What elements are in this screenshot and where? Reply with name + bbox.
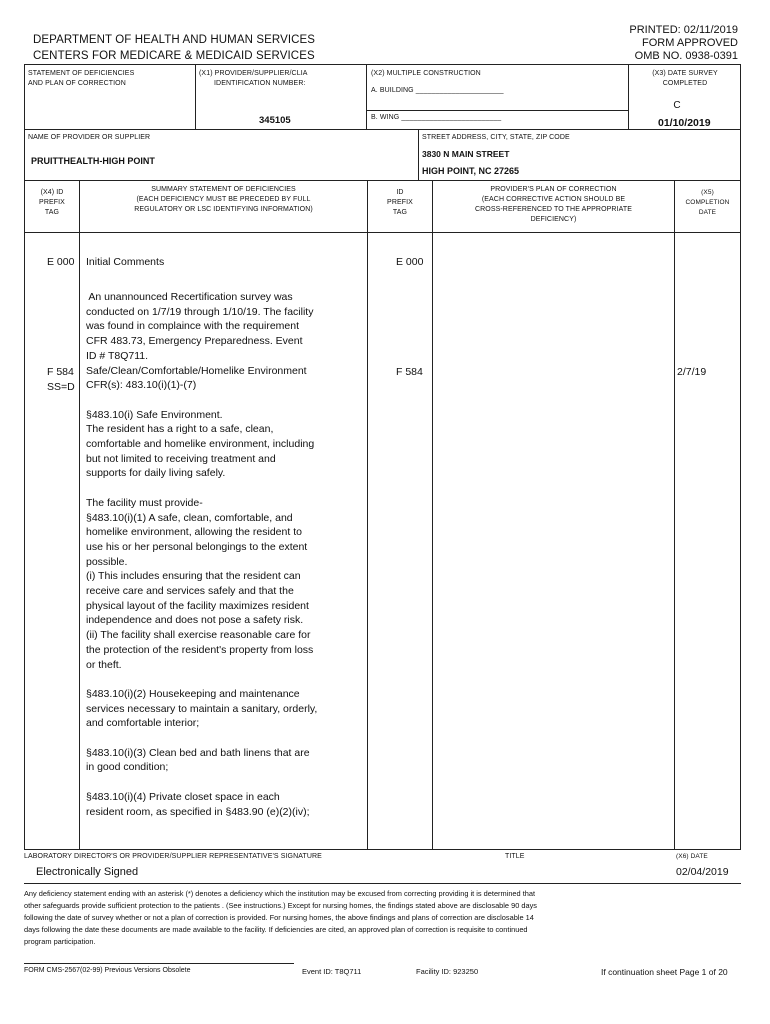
divider-x3 <box>628 64 629 129</box>
column-header-rule <box>24 232 741 233</box>
col1-line1: (X4) ID <box>40 189 64 196</box>
tag-e000-plan: E 000 <box>396 256 424 268</box>
summary-line: in good condition; <box>86 761 169 774</box>
building-field: A. BUILDING ______________________ <box>371 87 504 94</box>
agency-name: CENTERS FOR MEDICARE & MEDICAID SERVICES <box>33 50 315 62</box>
summary-line: but not limited to receiving treatment and <box>86 452 276 465</box>
x1-label <box>199 69 364 89</box>
address-street: 3830 N MAIN STREET <box>422 149 510 159</box>
summary-line: (i) This includes ensuring that the resident can <box>86 570 301 583</box>
tag-ss-d: SS=D <box>47 381 75 393</box>
summary-line: possible. <box>86 555 128 568</box>
signature-rule <box>24 883 741 884</box>
printed-date: PRINTED: 02/11/2019 <box>629 24 738 36</box>
footer-rule-left <box>24 963 294 964</box>
disclaimer-line: Any deficiency statement ending with an asterisk (*) denotes a deficiency which the institution may be excused from correcting providing it is determined that <box>24 889 536 898</box>
top-rule <box>24 64 741 65</box>
x1-label-line2: IDENTIFICATION NUMBER: <box>214 80 306 87</box>
col4-line4: DEFICIENCY) <box>530 216 577 223</box>
col3-line1: ID <box>396 189 404 196</box>
summary-line: §483.10(i)(1) A safe, clean, comfortable, and <box>86 511 293 524</box>
signature-date-label: (X6) DATE <box>676 853 708 860</box>
e000-title: Initial Comments <box>86 256 165 268</box>
col5-line3: DATE <box>698 209 717 216</box>
summary-line: §483.10(i)(3) Clean bed and bath linens that are <box>86 746 310 759</box>
summary-line: the protection of the resident's property from loss <box>86 643 314 656</box>
wing-rule <box>366 110 628 111</box>
address-label: STREET ADDRESS, CITY, STATE, ZIP CODE <box>422 134 570 141</box>
col-header-id-prefix <box>25 188 79 218</box>
x3-label <box>632 69 738 89</box>
summary-line: CFR 483.73, Emergency Preparedness. Event <box>86 335 303 348</box>
summary-line <box>86 481 366 496</box>
department-name: DEPARTMENT OF HEALTH AND HUMAN SERVICES <box>33 34 316 46</box>
summary-line: §483.10(i) Safe Environment. <box>86 408 223 421</box>
divider-address <box>418 129 419 180</box>
form-approved-label: FORM APPROVED <box>642 37 738 49</box>
disclaimer-line: days following the date these documents are made available to the facility. If deficiencies are cited, an approved plan of correction is requisite to continued <box>24 925 528 934</box>
disclaimer-line: other safeguards provide sufficient protection to the patients . (See instructions.) Except for nursing homes, the findings stated above are disclosable 90 days <box>24 901 537 910</box>
summary-line: conducted on 1/7/19 through 1/10/19. The facility <box>86 305 314 318</box>
form-approval-info <box>629 24 738 63</box>
col1-line3: TAG <box>44 209 60 216</box>
col-divider-4 <box>674 180 675 849</box>
form-number: FORM CMS-2567(02-99) Previous Versions Obsolete <box>24 967 191 974</box>
summary-line <box>86 731 366 746</box>
divider-x2 <box>366 64 367 129</box>
department-header <box>33 32 315 64</box>
signature-date: 02/04/2019 <box>676 866 729 878</box>
x1-label-line1: (X1) PROVIDER/SUPPLIER/CLIA <box>199 70 308 77</box>
id-rule <box>24 129 741 130</box>
wing-field: B. WING _________________________ <box>371 114 502 121</box>
left-border <box>24 64 25 849</box>
col-header-plan <box>433 185 674 225</box>
summary-line: independence and does not pose a safety risk. <box>86 614 304 627</box>
provider-name-label: NAME OF PROVIDER OR SUPPLIER <box>28 134 151 141</box>
right-border <box>740 64 741 849</box>
x3-label-line2: COMPLETED <box>662 80 708 87</box>
summary-line: ID # T8Q711. <box>86 349 149 362</box>
tag-e000: E 000 <box>47 256 75 268</box>
summary-line: The resident has a right to a safe, clean, <box>86 423 274 436</box>
col4-line2: (EACH CORRECTIVE ACTION SHOULD BE <box>481 196 626 203</box>
page-indicator: If continuation sheet Page 1 of 20 <box>601 967 728 977</box>
summary-line: comfortable and homelike environment, including <box>86 438 315 451</box>
col-header-summary <box>80 185 367 215</box>
summary-line: receive care and services safely and that the <box>86 585 294 598</box>
summary-line: resident room, as specified in §483.90 (e)(2)(iv); <box>86 805 310 818</box>
x2-label: (X2) MULTIPLE CONSTRUCTION <box>371 70 481 77</box>
statement-label-line1: STATEMENT OF DEFICIENCIES <box>28 70 135 77</box>
summary-line: use his or her personal belongings to the extent <box>86 540 308 553</box>
col2-line3: REGULATORY OR LSC IDENTIFYING INFORMATION) <box>134 206 313 213</box>
divider-x1 <box>195 64 196 129</box>
facility-id: Facility ID: 923250 <box>416 967 479 976</box>
x3-label-line1: (X3) DATE SURVEY <box>652 70 718 77</box>
col5-line2: COMPLETION <box>685 199 730 206</box>
summary-line: services necessary to maintain a sanitary, orderly, <box>86 702 318 715</box>
event-id: Event ID: T8Q711 <box>302 967 362 976</box>
deficiency-summary <box>86 290 366 819</box>
col2-line2: (EACH DEFICIENCY MUST BE PRECEDED BY FULL <box>136 196 311 203</box>
title-label: TITLE <box>505 853 525 860</box>
disclaimer <box>24 888 740 948</box>
signature-value: Electronically Signed <box>36 866 139 878</box>
statement-label <box>28 69 134 89</box>
col4-line1: PROVIDER'S PLAN OF CORRECTION <box>490 186 617 193</box>
summary-line: physical layout of the facility maximizes resident <box>86 599 309 612</box>
summary-line: (ii) The facility shall exercise reasonable care for <box>86 629 311 642</box>
provider-id-number: 345105 <box>259 115 291 126</box>
summary-line: §483.10(i)(2) Housekeeping and maintenance <box>86 687 300 700</box>
survey-completed-date: 01/10/2019 <box>658 117 711 129</box>
col4-line3: CROSS-REFERENCED TO THE APPROPRIATE <box>474 206 632 213</box>
tag-f584-plan: F 584 <box>396 366 423 378</box>
col-divider-2 <box>367 180 368 849</box>
col-divider-1 <box>79 180 80 849</box>
col-header-provider-prefix <box>368 188 432 218</box>
statement-label-line2: AND PLAN OF CORRECTION <box>28 80 126 87</box>
summary-line: An unannounced Recertification survey was <box>86 291 293 303</box>
disclaimer-line: program participation. <box>24 937 96 946</box>
disclaimer-line: following the date of survey whether or not a plan of correction is provided. For nursing homes, the above findings and plans of correction are disclosable 14 <box>24 913 534 922</box>
col2-line1: SUMMARY STATEMENT OF DEFICIENCIES <box>151 186 296 193</box>
summary-line <box>86 672 366 687</box>
summary-line: and comfortable interior; <box>86 717 200 730</box>
summary-line <box>86 775 366 790</box>
summary-line: CFR(s): 483.10(i)(1)-(7) <box>86 379 197 392</box>
col3-line3: TAG <box>392 209 408 216</box>
omb-number: OMB NO. 0938-0391 <box>634 50 738 62</box>
summary-line: supports for daily living safely. <box>86 467 226 480</box>
summary-line: or theft. <box>86 658 122 671</box>
f584-completion-date: 2/7/19 <box>677 366 707 378</box>
col-header-completion <box>675 188 740 218</box>
col5-line1: (X5) <box>701 189 714 196</box>
summary-line: Safe/Clean/Comfortable/Homelike Environment <box>86 364 307 377</box>
summary-line <box>86 393 366 408</box>
provider-name: PRUITTHEALTH-HIGH POINT <box>31 156 155 166</box>
col-divider-3 <box>432 180 433 849</box>
provider-rule <box>24 180 741 181</box>
tag-f584: F 584 <box>47 366 74 378</box>
summary-line: homelike environment, allowing the resident to <box>86 526 302 539</box>
bottom-body-rule <box>24 849 741 850</box>
address-city: HIGH POINT, NC 27265 <box>422 166 520 176</box>
summary-line: was found in complaince with the requirement <box>86 320 300 333</box>
col1-line2: PREFIX <box>39 199 65 206</box>
summary-line: §483.10(i)(4) Private closet space in each <box>86 790 280 803</box>
col3-line2: PREFIX <box>387 199 413 206</box>
signature-label: LABORATORY DIRECTOR'S OR PROVIDER/SUPPLIER REPRESENTATIVE'S SIGNATURE <box>24 853 322 860</box>
summary-line: The facility must provide- <box>86 496 203 509</box>
survey-code: C <box>673 100 681 111</box>
